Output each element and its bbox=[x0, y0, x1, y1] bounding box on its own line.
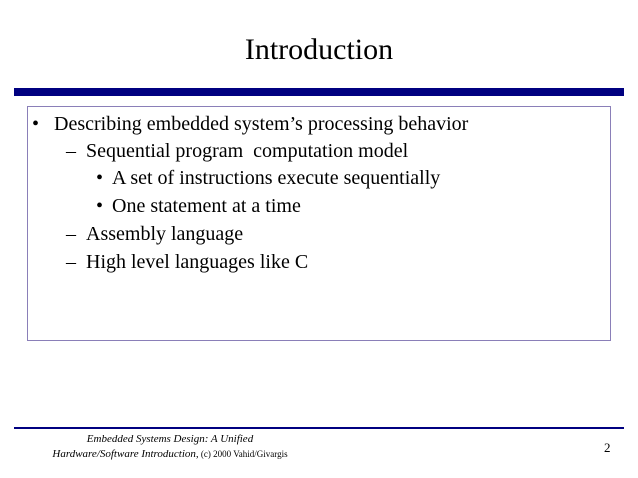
sub-bullet-item bbox=[66, 138, 638, 164]
citation-line-2 bbox=[0, 447, 340, 462]
sub-sub-bullet-item bbox=[96, 193, 638, 219]
citation-line-2-copyright: (c) 2000 Vahid/Givargis bbox=[198, 449, 288, 459]
footer-divider bbox=[14, 427, 624, 429]
bullet-text: Sequential program computation model bbox=[86, 140, 409, 162]
bullet-marker: • bbox=[96, 167, 104, 189]
bullet-text: Describing embedded system’s processing behavior bbox=[54, 113, 469, 135]
dash-marker: – bbox=[66, 251, 76, 273]
dash-marker: – bbox=[66, 140, 76, 162]
sub-sub-bullet-item bbox=[96, 165, 638, 191]
bullet-text: One statement at a time bbox=[112, 195, 301, 217]
slide-title: Introduction bbox=[244, 33, 394, 66]
sub-bullet-item bbox=[66, 249, 638, 275]
bullet-marker: • bbox=[32, 113, 40, 135]
citation-line-1: Embedded Systems Design: A Unified bbox=[86, 433, 254, 445]
page-number: 2 bbox=[604, 440, 611, 455]
bullet-text: High level languages like C bbox=[86, 251, 309, 273]
footer-citation bbox=[0, 432, 340, 462]
bullet-text: Assembly language bbox=[86, 223, 244, 245]
title-divider bbox=[14, 88, 624, 96]
bullet-item bbox=[32, 111, 632, 137]
bullet-marker: • bbox=[96, 195, 104, 217]
citation-line-2-italic: Hardware/Software Introduction, bbox=[52, 448, 199, 460]
bullet-text: A set of instructions execute sequentially bbox=[112, 167, 441, 189]
sub-bullet-item bbox=[66, 221, 638, 247]
dash-marker: – bbox=[66, 223, 76, 245]
